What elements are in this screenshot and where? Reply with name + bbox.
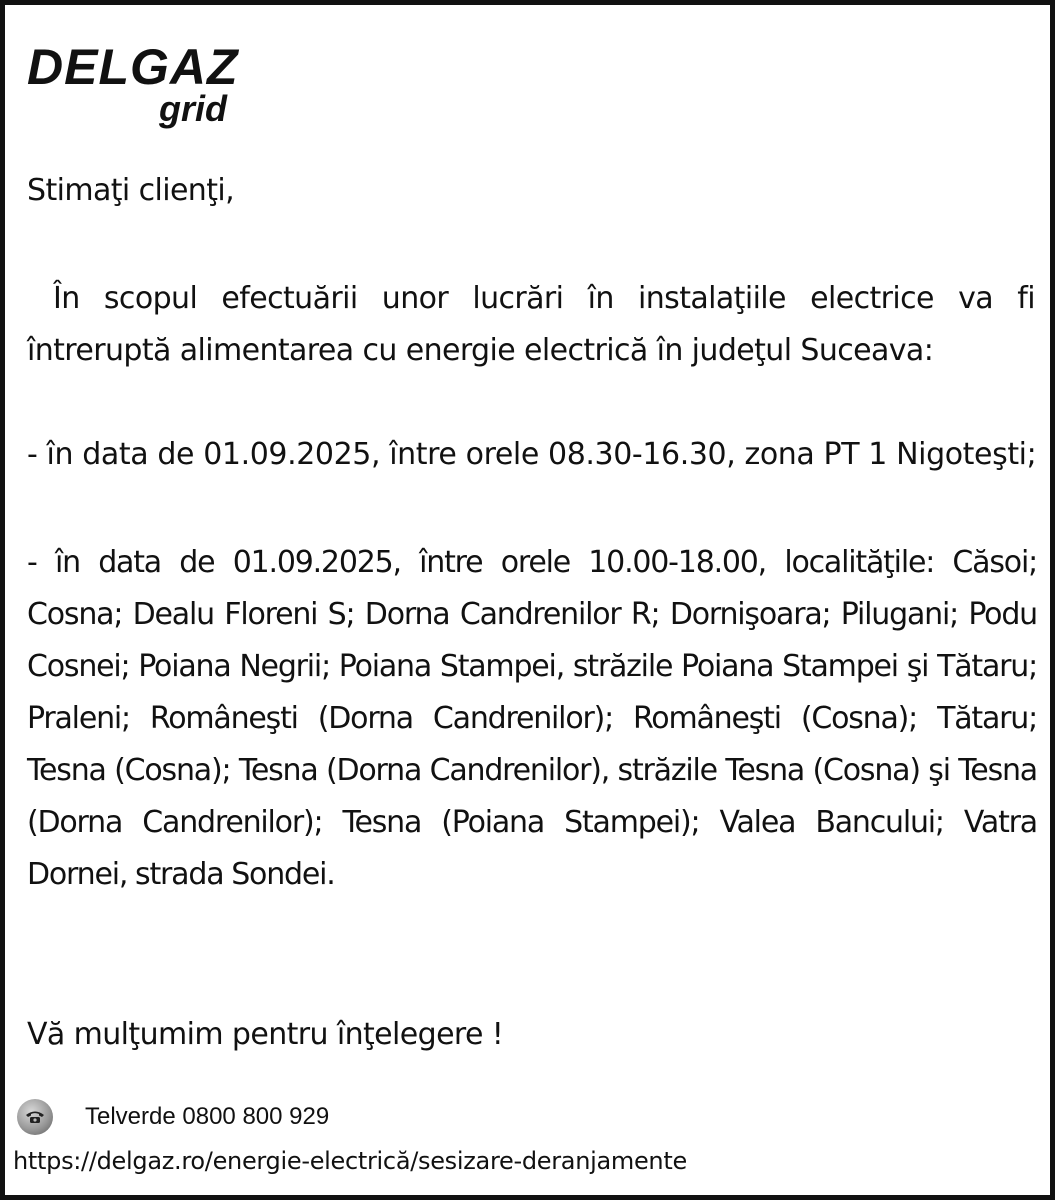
logo-sub: grid	[159, 88, 227, 129]
phone-icon	[17, 1099, 53, 1135]
outage-notice-1: - în data de 01.09.2025, între orele 08.30-16.30, zona PT 1 Nigoteşti;	[27, 437, 1037, 472]
outage-notice-2: - în data de 01.09.2025, între orele 10.00-18.00, localităţile: Căsoi; Cosna; Dealu Floreni S; Dorna Candrenilor R; Dornişoara; Pilugani; Podu Cosnei; Poiana Negrii; Poiana Stampei, străzile Poiana Stampei şi Tătaru; Praleni; Româneşti (Dorna Candrenilor); Româneşti (Cosna); Tătaru; Tesna (Cosna); Tesna (Dorna Candrenilor), străzile Tesna (Cosna) şi Tesna (Dorna Candrenilor); Tesna (Poiana Stampei); Valea Bancului; Vatra Dornei, strada Sondei.	[27, 545, 1037, 892]
intro-paragraph: În scopul efectuării unor lucrări în instalaţiile electrice va fi întreruptă alimentarea cu energie electrică în judeţul Suceava:	[27, 281, 1035, 368]
report-url-link[interactable]: https://delgaz.ro/energie-electrică/sesizare-deranjamente	[13, 1147, 687, 1175]
phone-number: Telverde 0800 800 929	[85, 1103, 330, 1130]
closing-line: Vă mulţumim pentru înţelegere !	[27, 1017, 504, 1052]
greeting: Stimaţi clienţi,	[27, 173, 235, 208]
phone-contact	[17, 1099, 329, 1135]
delgaz-grid-logo	[27, 39, 262, 131]
logo-brand: DELGAZ	[27, 39, 239, 95]
